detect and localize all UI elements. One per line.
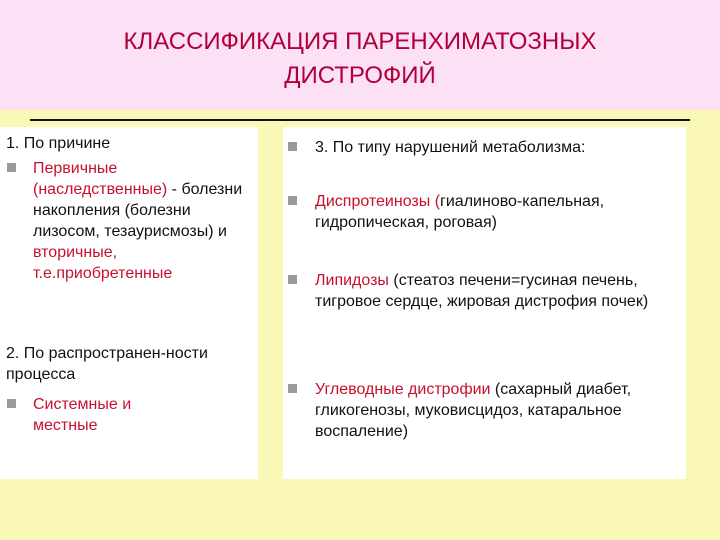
title-line-1: КЛАССИФИКАЦИЯ ПАРЕНХИМАТОЗНЫХ (123, 28, 597, 55)
divider (30, 119, 690, 121)
right-heading: 3. По типу нарушений метаболизма: (315, 139, 586, 156)
item-lipidosis: Липидозы (315, 272, 389, 289)
page-title (40, 25, 680, 93)
list-item (315, 191, 683, 233)
bullet-icon (288, 275, 297, 284)
bullet-icon (7, 163, 16, 172)
right-panel (283, 127, 686, 479)
bullet-icon (288, 142, 297, 151)
section1-heading: 1. По причине (6, 135, 111, 152)
item-carbohydrate-desc: (сахарный диабет, гликогенозы, муковисцидоз, катаральное воспаление) (315, 381, 632, 440)
item-dysproteinosis: Диспротеинозы ( (315, 193, 441, 210)
item-carbohydrate: Углеводные дистрофии (315, 381, 491, 398)
title-line-2: ДИСТРОФИЙ (284, 62, 436, 89)
item-lipidosis-desc: (стеатоз печени=гусиная печень, тигровое сердце, жировая дистрофия почек) (315, 272, 649, 310)
item-system-local: Системные и местные (33, 396, 132, 434)
list-item (315, 270, 673, 312)
bullet-icon (7, 399, 16, 408)
section2-heading: 2. По распространен-ности процесса (6, 345, 208, 383)
left-panel (0, 127, 258, 479)
item-primary: Первичные (наследственные) (33, 160, 168, 198)
item-primary-desc: - болезни накопления (болезни лизосом, тезаурисмозы) и (33, 181, 243, 240)
list-item (315, 379, 667, 442)
list-item (33, 158, 255, 284)
bullet-icon (288, 384, 297, 393)
item-dysproteinosis-desc: гиалиново-капельная, гидропическая, роговая) (315, 193, 605, 231)
bullet-icon (288, 196, 297, 205)
item-secondary: вторичные, т.е.приобретенные (33, 244, 173, 282)
